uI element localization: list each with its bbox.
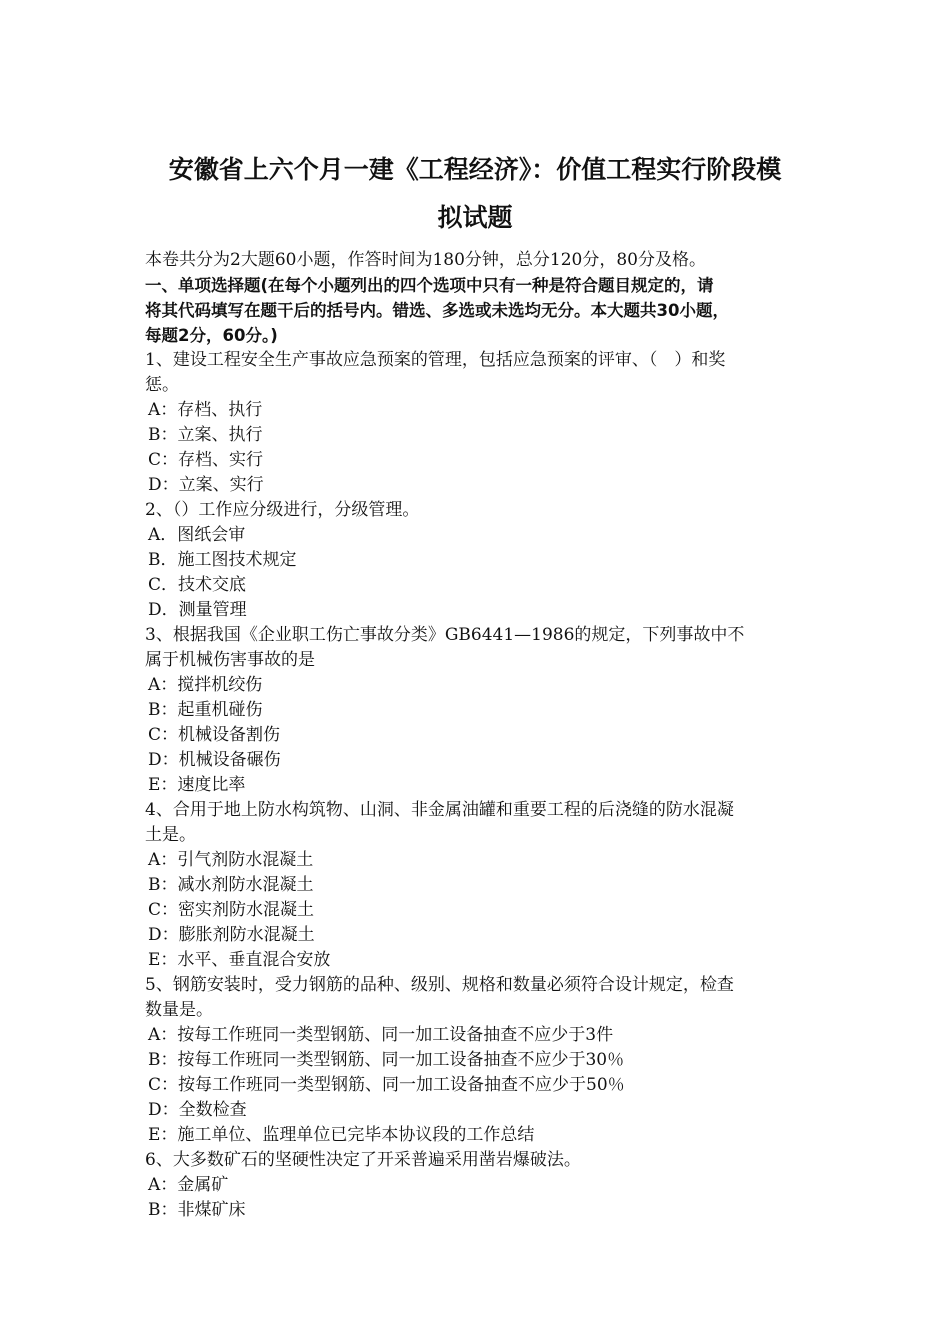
question-stem: 数量是。 xyxy=(145,1000,213,1020)
section-heading-line: 将其代码填写在题干后的括号内。错选、多选或未选均无分。本大题共30小题， xyxy=(145,301,729,320)
answer-option: E：水平、垂直混合安放 xyxy=(148,950,331,970)
answer-option: A．图纸会审 xyxy=(148,525,246,545)
question-stem: 属于机械伤害事故的是 xyxy=(145,650,315,670)
answer-option: B：立案、执行 xyxy=(148,425,263,445)
answer-option: C：按每工作班同一类型钢筋、同一加工设备抽查不应少于50％ xyxy=(148,1075,625,1095)
question-item xyxy=(145,798,825,973)
answer-option: E：速度比率 xyxy=(148,775,246,795)
answer-option: B：按每工作班同一类型钢筋、同一加工设备抽查不应少于30％ xyxy=(148,1050,625,1070)
question-stem: 3、根据我国《企业职工伤亡事故分类》GB6441—1986的规定，下列事故中不 xyxy=(145,625,745,645)
question-stem: 1、建设工程安全生产事故应急预案的管理，包括应急预案的评审、（ ）和奖 xyxy=(145,350,726,370)
question-stem: 2、（）工作应分级进行，分级管理。 xyxy=(145,500,420,520)
question-stem: 惩。 xyxy=(145,375,179,395)
question-stem: 6、大多数矿石的坚硬性决定了开采普遍采用凿岩爆破法。 xyxy=(145,1150,581,1170)
question-item xyxy=(145,348,825,498)
document-title-line-2: 拟试题 xyxy=(437,203,513,232)
answer-option: A：引气剂防水混凝土 xyxy=(148,850,314,870)
question-stem: 4、合用于地上防水构筑物、山洞、非金属油罐和重要工程的后浇缝的防水混凝 xyxy=(145,800,734,820)
question-list xyxy=(145,348,825,1223)
question-item xyxy=(145,973,825,1148)
answer-option: B：非煤矿床 xyxy=(148,1200,246,1220)
question-stem: 土是。 xyxy=(145,825,196,845)
answer-option: C．技术交底 xyxy=(148,575,247,595)
document-body xyxy=(145,248,825,1223)
answer-option: D：立案、实行 xyxy=(148,475,264,495)
answer-option: D：机械设备碾伤 xyxy=(148,750,281,770)
question-item xyxy=(145,498,825,623)
exam-intro: 本卷共分为2大题60小题，作答时间为180分钟，总分120分，80分及格。 xyxy=(145,250,706,270)
answer-option: D：膨胀剂防水混凝土 xyxy=(148,925,315,945)
section-heading xyxy=(145,273,825,348)
answer-option: C：密实剂防水混凝土 xyxy=(148,900,315,920)
document-title-line-1: 安徽省上六个月一建《工程经济》：价值工程实行阶段模 xyxy=(168,155,782,184)
answer-option: A：金属矿 xyxy=(148,1175,229,1195)
question-item xyxy=(145,623,825,798)
question-stem: 5、钢筋安装时，受力钢筋的品种、级别、规格和数量必须符合设计规定，检查 xyxy=(145,975,734,995)
answer-option: C：存档、实行 xyxy=(148,450,264,470)
answer-option: B．施工图技术规定 xyxy=(148,550,297,570)
answer-option: D：全数检查 xyxy=(148,1100,247,1120)
answer-option: E：施工单位、监理单位已完毕本协议段的工作总结 xyxy=(148,1125,535,1145)
answer-option: B：减水剂防水混凝土 xyxy=(148,875,314,895)
answer-option: B：起重机碰伤 xyxy=(148,700,263,720)
answer-option: A：存档、执行 xyxy=(148,400,263,420)
section-heading-line: 每题2分，60分。) xyxy=(145,326,278,345)
answer-option: D．测量管理 xyxy=(148,600,247,620)
answer-option: A：搅拌机绞伤 xyxy=(148,675,263,695)
answer-option: A：按每工作班同一类型钢筋、同一加工设备抽查不应少于3件 xyxy=(148,1025,614,1045)
section-heading-line: 一、单项选择题(在每个小题列出的四个选项中只有一种是符合题目规定的，请 xyxy=(145,276,714,295)
answer-option: C：机械设备割伤 xyxy=(148,725,281,745)
question-item xyxy=(145,1148,825,1223)
